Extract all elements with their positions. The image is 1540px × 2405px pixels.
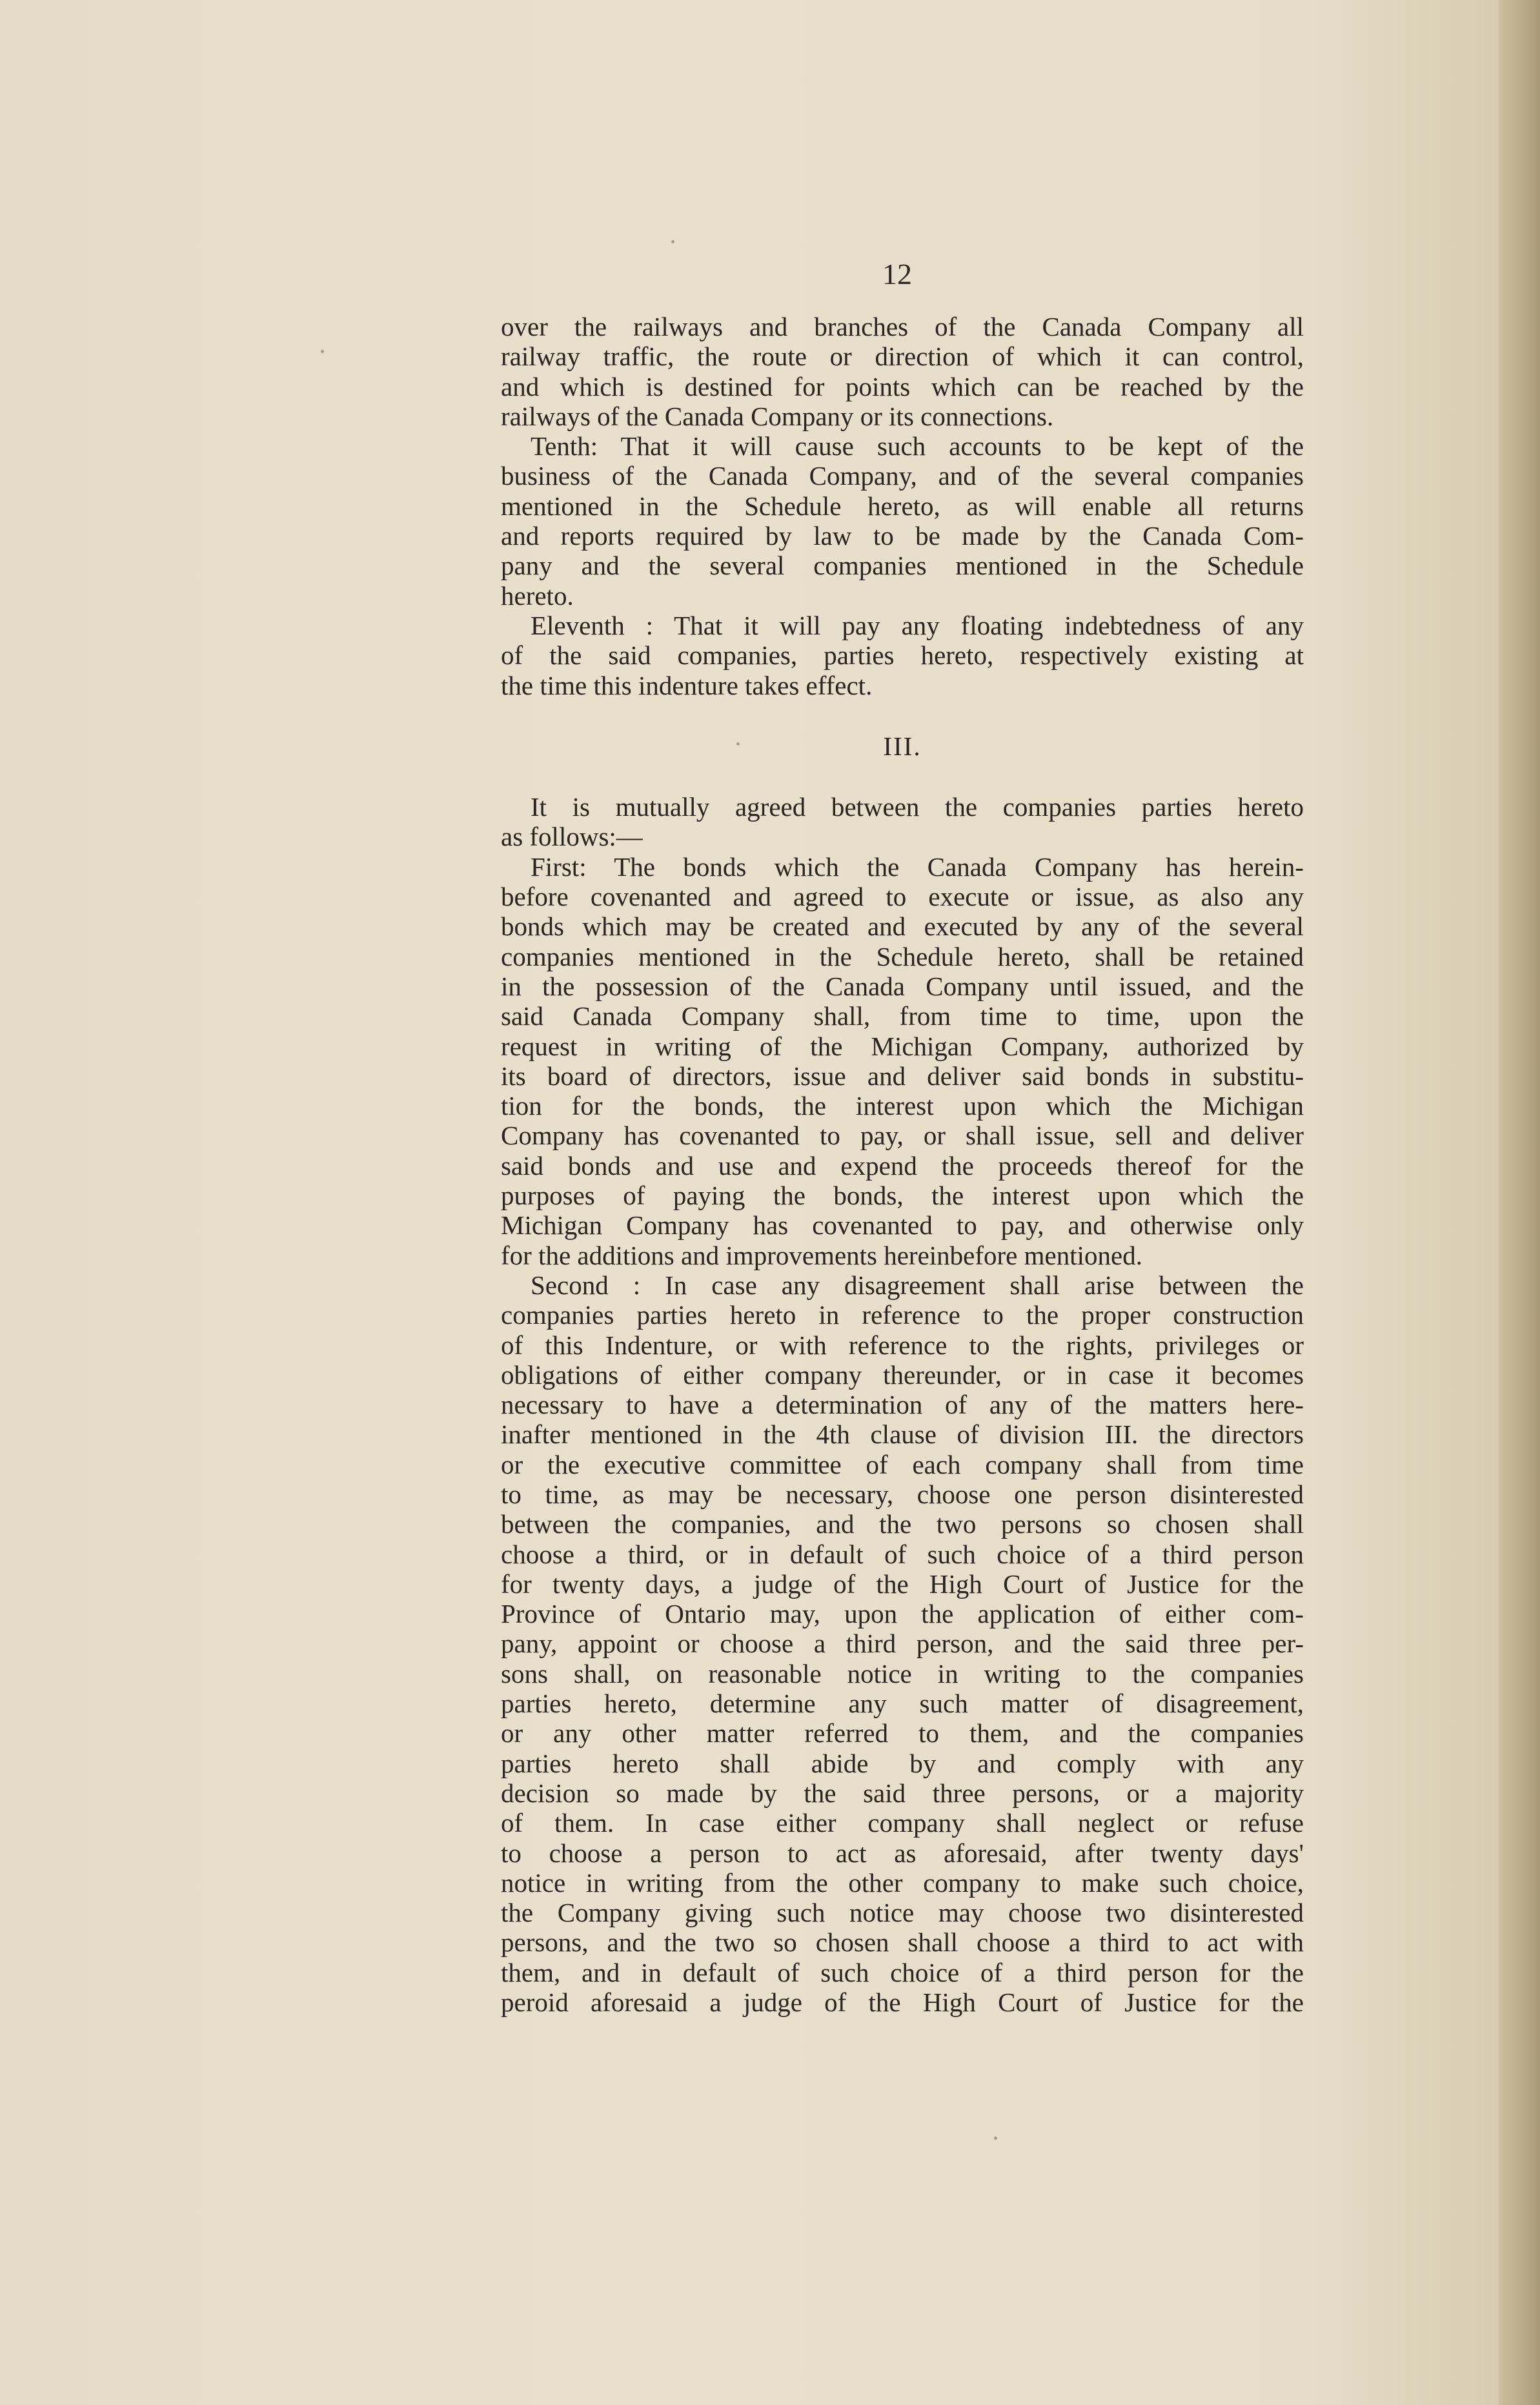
text-line: between the companies, and the two persons so chosen shall (501, 1509, 1304, 1539)
section-paragraph (501, 792, 1304, 852)
text-line: sons shall, on reasonable notice in writing to the companies (501, 1658, 1304, 1689)
text-line: railways of the Canada Company or its connections. (501, 401, 1054, 431)
text-line: bonds which may be created and executed by any of the several (501, 911, 1304, 942)
text-line: Michigan Company has covenanted to pay, and otherwise only (501, 1210, 1304, 1241)
body-paragraph (501, 431, 1304, 611)
text-line: as follows:— (501, 822, 643, 852)
text-line: in the possession of the Canada Company until issued, and the (501, 971, 1304, 1001)
document-body (501, 312, 1304, 2017)
text-line: choose a third, or in default of such choice of a third person (501, 1539, 1304, 1569)
text-line: mentioned in the Schedule hereto, as will enable all returns (501, 491, 1304, 521)
paper-speck (671, 240, 674, 243)
text-line: notice in writing from the other company to make such choice, (501, 1867, 1304, 1898)
text-line: said Canada Company shall, from time to time, upon the (501, 1001, 1304, 1031)
page-edge (1499, 0, 1540, 2405)
text-line: over the railways and branches of the Canada Company all (501, 312, 1304, 341)
text-line: hereto. (501, 580, 574, 611)
paper-speck (994, 2136, 997, 2140)
text-line: purposes of paying the bonds, the interest upon which the (501, 1181, 1304, 1211)
text-line: decision so made by the said three persons, or a majority (501, 1778, 1304, 1808)
text-line: and which is destined for points which can be reached by the (501, 371, 1304, 401)
text-line: parties hereto shall abide by and comply with any (501, 1748, 1304, 1778)
text-line: and reports required by law to be made by the Canada Com- (501, 521, 1304, 551)
page-number: 12 (882, 258, 912, 290)
text-line: to choose a person to act as aforesaid, after twenty days' (501, 1838, 1304, 1868)
text-line: First: The bonds which the Canada Company has herein- (531, 851, 1304, 882)
text-line: inafter mentioned in the 4th clause of division III. the directors (501, 1419, 1304, 1450)
paper-speck (321, 350, 324, 353)
text-line: necessary to have a determination of any of the matters here- (501, 1390, 1304, 1420)
text-line: or any other matter referred to them, and the companies (501, 1718, 1304, 1749)
text-line: It is mutually agreed between the companies parties hereto (531, 792, 1304, 822)
section-heading: III. (883, 731, 922, 761)
text-line: parties hereto, determine any such matter of disagreement, (501, 1689, 1304, 1719)
text-line: Province of Ontario may, upon the application of either com- (501, 1599, 1304, 1629)
text-line: them, and in default of such choice of a third person for the (501, 1957, 1304, 1987)
text-line: companies parties hereto in reference to the proper construction (501, 1300, 1304, 1330)
text-line: railway traffic, the route or direction of which it can control, (501, 341, 1304, 372)
text-line: of this Indenture, or with reference to the rights, privileges or (501, 1330, 1304, 1360)
text-line: its board of directors, issue and deliver said bonds in substitu- (501, 1060, 1304, 1091)
body-paragraph (501, 611, 1304, 700)
text-line: obligations of either company thereunder, or in case it becomes (501, 1359, 1304, 1390)
text-line: Second : In case any disagreement shall arise between the (531, 1270, 1304, 1300)
text-line: Tenth: That it will cause such accounts to be kept of the (531, 431, 1304, 462)
text-line: of the said companies, parties hereto, respectively existing at (501, 640, 1304, 671)
text-line: request in writing of the Michigan Company, authorized by (501, 1031, 1304, 1061)
text-line: tion for the bonds, the interest upon which the Michigan (501, 1091, 1304, 1121)
text-line: Company has covenanted to pay, or shall issue, sell and deliver (501, 1121, 1304, 1151)
text-line: the Company giving such notice may choose two disinterested (501, 1898, 1304, 1928)
text-line: pany, appoint or choose a third person, and the said three per- (501, 1629, 1304, 1659)
text-line: the time this indenture takes effect. (501, 670, 873, 700)
text-line: companies mentioned in the Schedule hereto, shall be retained (501, 941, 1304, 971)
text-line: before covenanted and agreed to execute or issue, as also any (501, 882, 1304, 912)
section-paragraph (501, 852, 1304, 1270)
text-line: peroid aforesaid a judge of the High Court of Justice for the (501, 1987, 1304, 2018)
text-line: said bonds and use and expend the proceeds thereof for the (501, 1150, 1304, 1181)
text-line: to time, as may be necessary, choose one person disinterested (501, 1479, 1304, 1509)
text-line: of them. In case either company shall neglect or refuse (501, 1808, 1304, 1838)
text-line: business of the Canada Company, and of the several companies (501, 461, 1304, 491)
text-line: pany and the several companies mentioned in the Schedule (501, 551, 1304, 581)
section-paragraph (501, 1270, 1304, 2017)
body-paragraph (501, 312, 1304, 431)
text-line: or the executive committee of each company shall from time (501, 1449, 1304, 1479)
text-line: for the additions and improvements hereinbefore mentioned. (501, 1240, 1142, 1270)
text-line: persons, and the two so chosen shall choose a third to act with (501, 1927, 1304, 1958)
text-line: for twenty days, a judge of the High Court of Justice for the (501, 1568, 1304, 1599)
text-line: Eleventh : That it will pay any floating indebtedness of any (531, 610, 1304, 640)
